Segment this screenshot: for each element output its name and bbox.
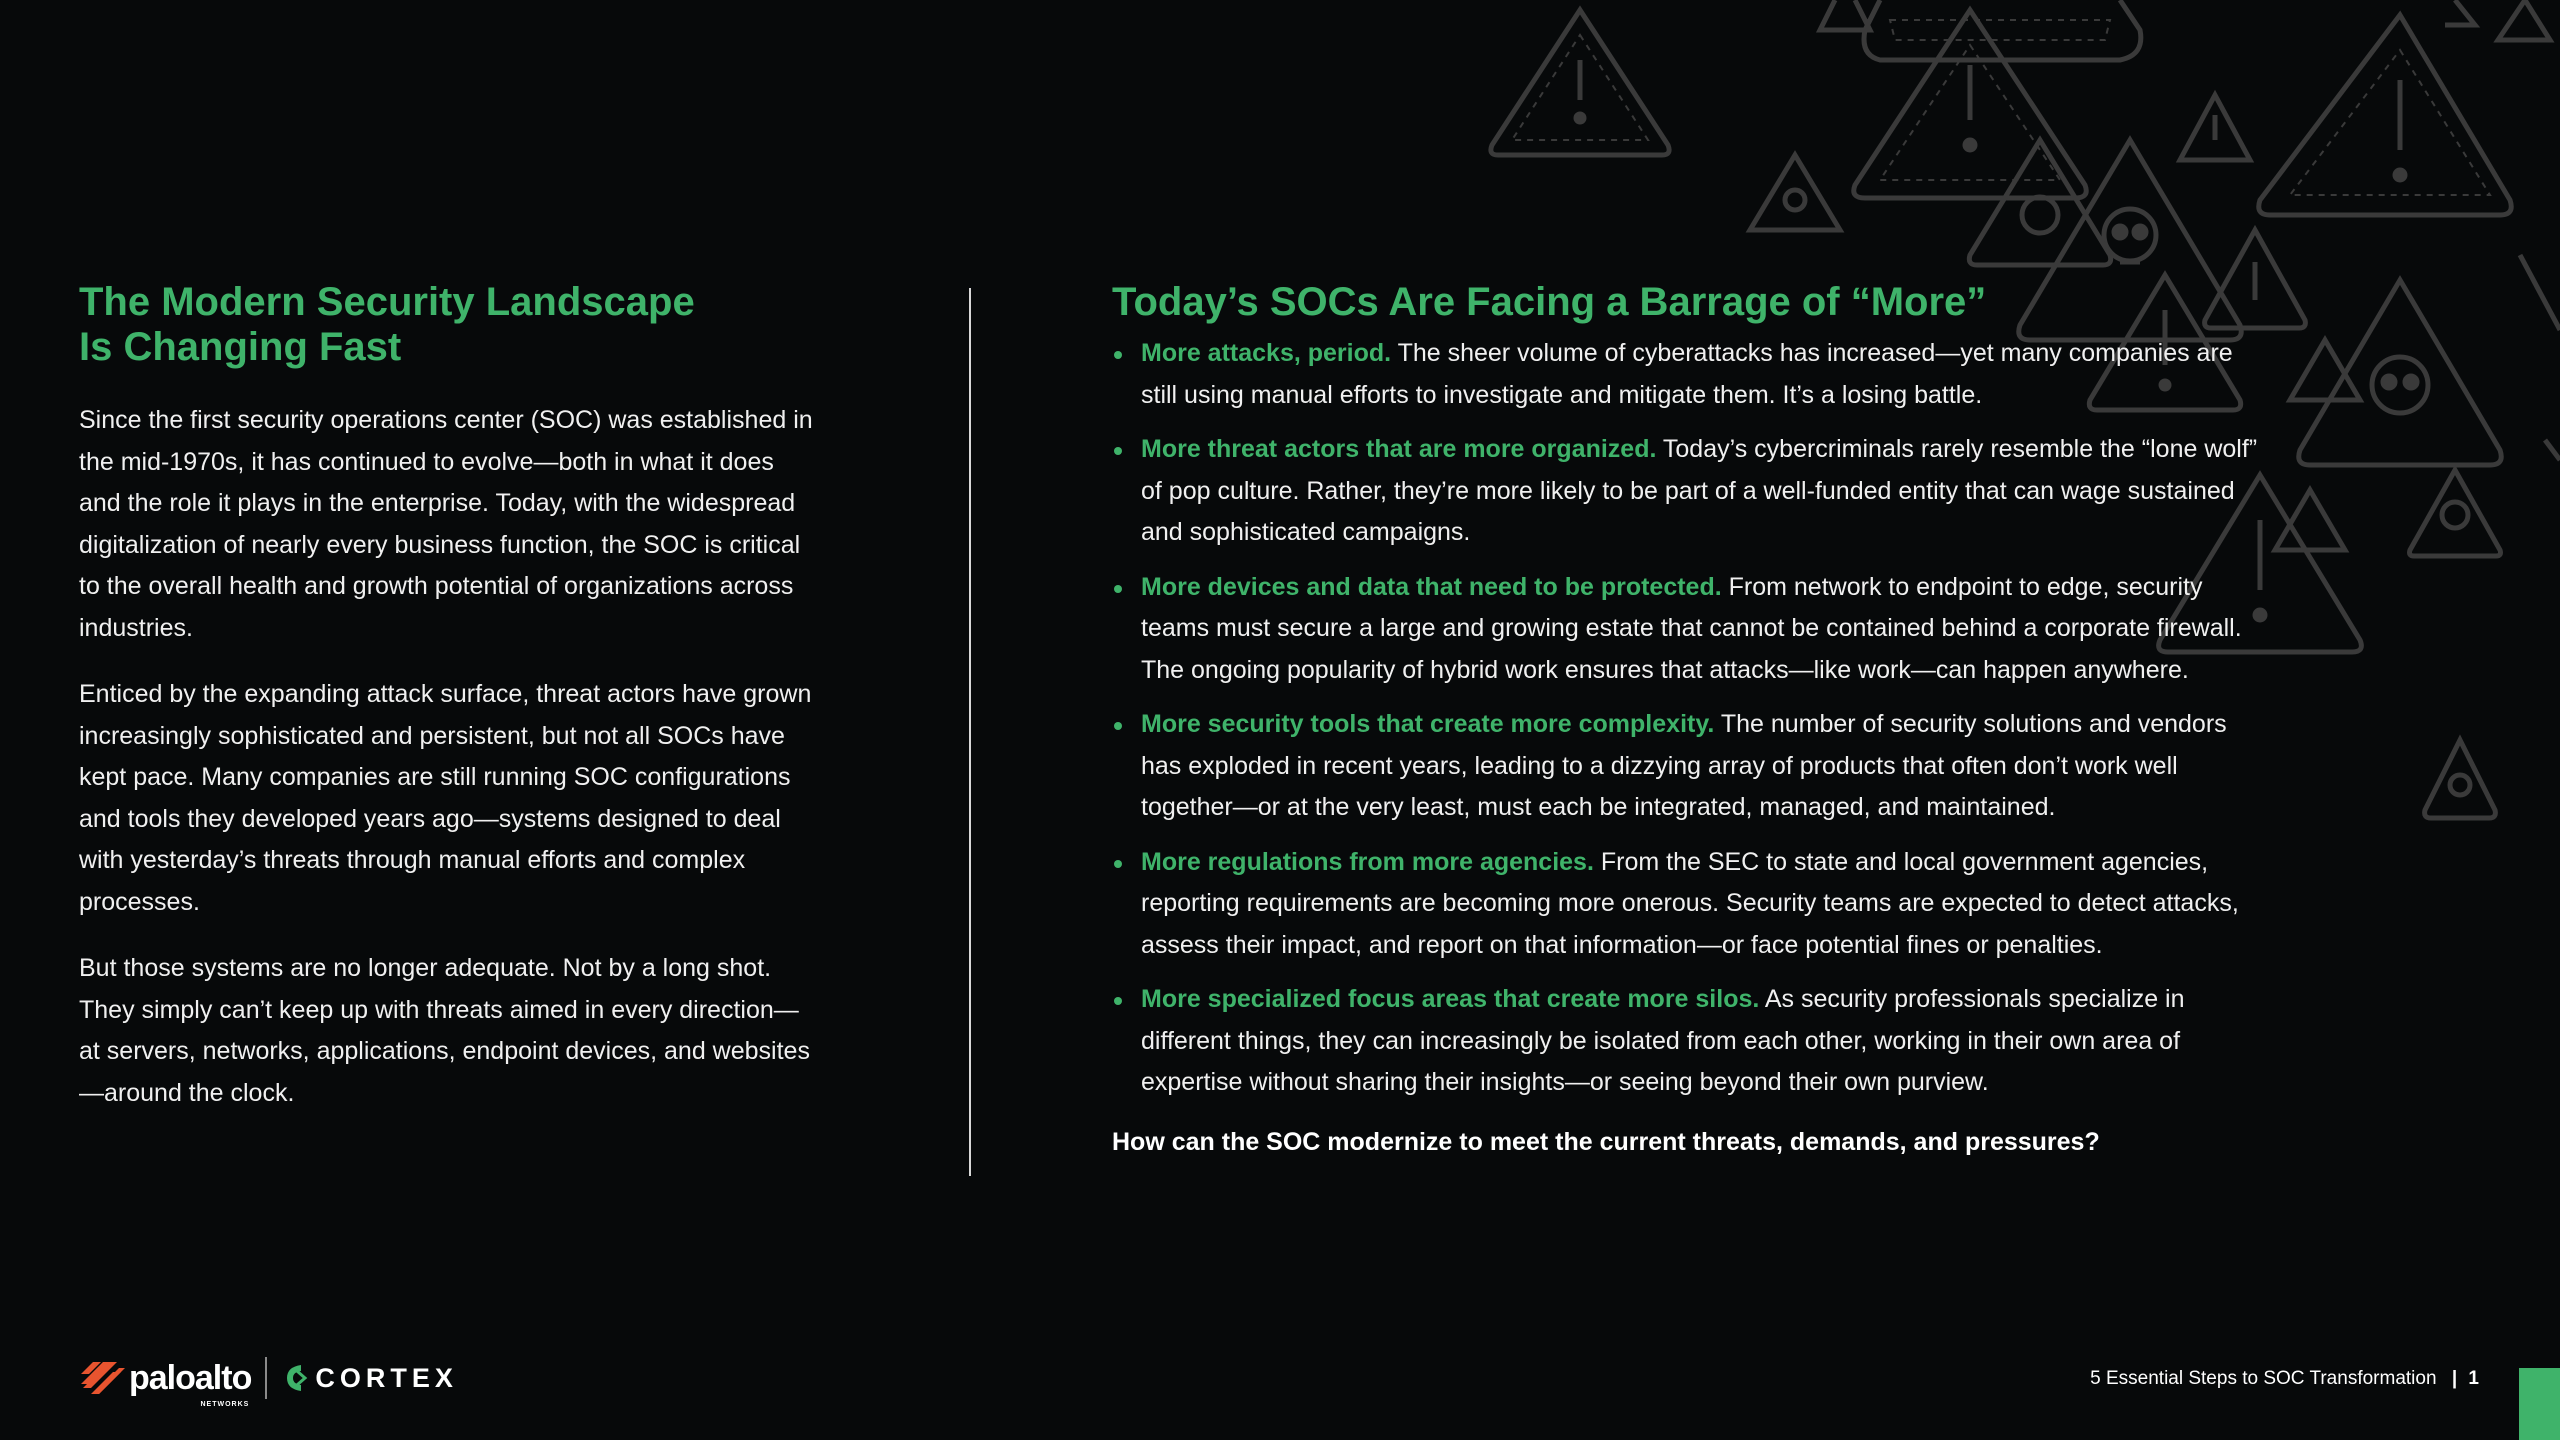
bullet-lead: More threat actors that are more organized. xyxy=(1141,435,1657,463)
skull-warning-icon xyxy=(2445,0,2475,25)
skull-warning-icon xyxy=(2299,280,2502,465)
bullet-lead: More specialized focus areas that create more silos. xyxy=(1141,985,1760,1013)
cortex-logo-icon xyxy=(283,1363,309,1393)
warning-icon xyxy=(2545,440,2560,460)
brand-logos xyxy=(79,1355,458,1408)
bullet-text: The sheer volume of cyberattacks has increased—yet many companies are still using manual efforts to investigate and mitigate them. It’s a losing battle. xyxy=(1141,339,2233,409)
skull-warning-icon xyxy=(2410,470,2501,556)
bullet-lead: More security tools that create more complexity. xyxy=(1141,710,1715,738)
bullet-text: As security professionals specialize in different things, they can increasingly be isolated from each other, working in their own area of expertise without sharing their insights—or seeing beyond their own purview. xyxy=(1141,985,2185,1096)
bullet-item xyxy=(1112,704,2272,829)
more-bullet-list xyxy=(1112,333,2272,1104)
right-column xyxy=(1112,280,2272,1163)
warning-icon xyxy=(2498,0,2550,40)
left-paragraph: But those systems are no longer adequate. Not by a long shot. They simply can’t keep up with threats aimed in every direction—at servers, networks, applications, endpoint devices, and websites—around the clock. xyxy=(79,954,810,1107)
warning-icon xyxy=(1854,10,2087,198)
document-title: 5 Essential Steps to SOC Transformation xyxy=(2090,1368,2437,1389)
bullet-item xyxy=(1112,979,2272,1104)
paloalto-sub: NETWORKS xyxy=(200,1400,250,1408)
bullet-text: Today’s cybercriminals rarely resemble the “lone wolf” of pop culture. Rather, they’re more likely to be part of a well-funded entity that can wage sustained and sophisticated campaigns. xyxy=(1141,435,2258,546)
left-heading-line-2: Is Changing Fast xyxy=(79,325,402,369)
page-number: 1 xyxy=(2468,1368,2479,1389)
bullet-item xyxy=(1112,333,2272,416)
cortex-wordmark: CORTEX xyxy=(315,1362,458,1393)
left-column xyxy=(79,280,819,1139)
paloalto-name: paloalto xyxy=(129,1358,252,1397)
right-heading: Today’s SOCs Are Facing a Barrage of “More” xyxy=(1112,280,1987,324)
skull-warning-icon xyxy=(1750,155,1840,230)
skull-warning-icon xyxy=(2425,740,2496,818)
left-paragraph: Enticed by the expanding attack surface, threat actors have grown increasingly sophisticated and persistent, but not all SOCs have kept pace. Many companies are still running SOC configurations and tools they developed years ago—systems designed to deal with yesterday’s threats through manual efforts and complex processes. xyxy=(79,680,812,916)
closing-question: How can the SOC modernize to meet the current threats, demands, and pressures? xyxy=(1112,1127,2100,1156)
skull-warning-icon xyxy=(1969,140,2110,265)
bullet-text: The number of security solutions and vendors has exploded in recent years, leading to a dizzying array of products that often don’t work well together—or at the very least, must each be integrated, managed, and maintained. xyxy=(1141,710,2227,821)
warning-icon xyxy=(2259,15,2512,215)
left-heading-line-1: The Modern Security Landscape xyxy=(79,280,695,324)
warning-icon xyxy=(1491,10,1669,155)
bullet-text: From the SEC to state and local government agencies, reporting requirements are becoming more onerous. Security teams are expected to detect attacks, assess their impact, and report on that information—or face potential fines or penalties. xyxy=(1141,847,2239,959)
bullet-lead: More regulations from more agencies. xyxy=(1141,847,1594,876)
warning-icon xyxy=(2520,255,2560,330)
bullet-item xyxy=(1112,567,2272,692)
corner-accent xyxy=(2519,1368,2560,1440)
left-heading xyxy=(79,280,819,370)
logo-separator xyxy=(265,1357,267,1399)
left-paragraph: Since the first security operations center (SOC) was established in the mid-1970s, it has continued to evolve—both in what it does and the role it plays in the enterprise. Today, with the widespread digitalization of nearly every business function, the SOC is critical to the overall health and growth potential of organizations across industries. xyxy=(79,406,813,642)
footer-separator: | xyxy=(2451,1368,2458,1389)
warning-icon xyxy=(1864,0,2141,60)
skull-warning-icon xyxy=(1820,0,1870,30)
bullet-lead: More devices and data that need to be protected. xyxy=(1141,572,1722,601)
bullet-item xyxy=(1112,842,2272,967)
paloalto-logo-icon xyxy=(79,1360,125,1396)
bullet-item xyxy=(1112,429,2272,554)
bullet-text: From network to endpoint to edge, security teams must secure a large and growing estate that cannot be contained behind a corporate firewall. The ongoing popularity of hybrid work ensures that attacks—like work—can happen anywhere. xyxy=(1141,572,2242,684)
page-footer xyxy=(2090,1368,2479,1390)
bullet-lead: More attacks, period. xyxy=(1141,339,1392,367)
warning-icon xyxy=(2180,95,2250,160)
paloalto-wordmark xyxy=(129,1358,252,1408)
column-divider xyxy=(969,288,971,1176)
